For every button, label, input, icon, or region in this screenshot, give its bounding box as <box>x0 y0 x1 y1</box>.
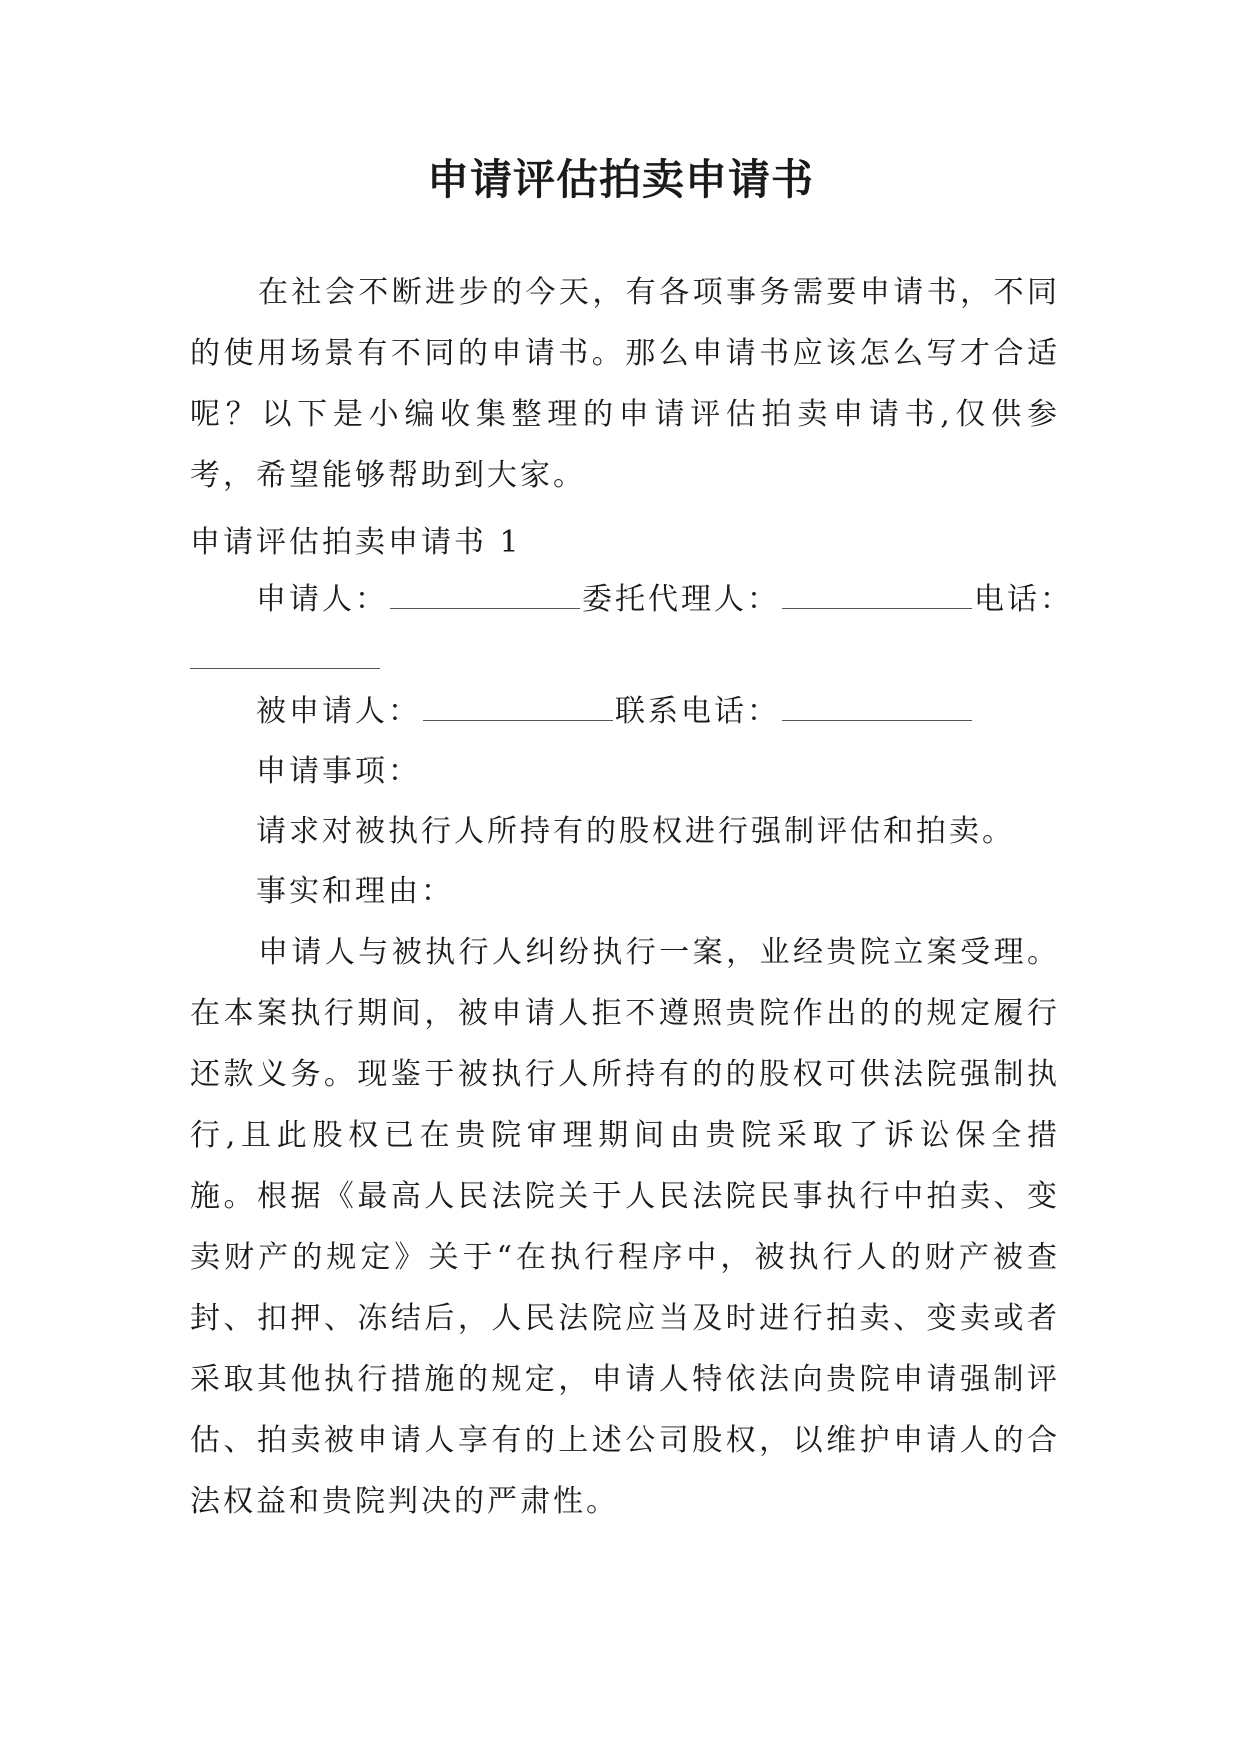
respondent-row <box>256 692 974 732</box>
document-title: 申请评估拍卖申请书 <box>426 155 814 204</box>
applicant-label: 申请人： <box>256 582 388 617</box>
facts-heading: 事实和理由： <box>256 874 454 909</box>
contact-phone-blank[interactable] <box>782 696 972 721</box>
request-text: 请求对被执行人所持有的股权进行强制评估和拍卖。 <box>256 814 1015 849</box>
intro-paragraph: 在社会不断进步的今天，有各项事务需要申请书，不同的使用场景有不同的申请书。那么申请书应该怎么写才合适呢？以下是小编收集整理的申请评估拍卖申请书,仅供参考，希望能够帮助到大家。 <box>190 275 1060 493</box>
phone-row <box>190 640 382 680</box>
respondent-label: 被申请人： <box>256 694 421 729</box>
request-heading: 申请事项： <box>256 754 421 789</box>
agent-blank[interactable] <box>782 584 972 609</box>
contact-phone-label: 联系电话： <box>615 694 780 729</box>
applicant-row <box>256 580 1073 620</box>
section-heading: 申请评估拍卖申请书 1 <box>190 525 522 560</box>
facts-paragraph: 申请人与被执行人纠纷执行一案，业经贵院立案受理。在本案执行期间，被申请人拒不遵照贵院作出的的规定履行还款义务。现鉴于被执行人所持有的的股权可供法院强制执行,且此股权已在贵院审理期间由贵院采取了诉讼保全措施。根据《最高人民法院关于人民法院民事执行中拍卖、变卖财产的规定》关于“在执行程序中，被执行人的财产被查封、扣押、冻结后，人民法院应当及时进行拍卖、变卖或者采取其他执行措施的规定，申请人特依法向贵院申请强制评估、拍卖被申请人享有的上述公司股权，以维护申请人的合法权益和贵院判决的严肃性。 <box>190 935 1060 1519</box>
respondent-blank[interactable] <box>423 696 613 721</box>
phone-label: 电话： <box>974 582 1073 617</box>
phone-blank[interactable] <box>190 644 380 669</box>
applicant-blank[interactable] <box>390 584 580 609</box>
agent-label: 委托代理人： <box>582 582 780 617</box>
